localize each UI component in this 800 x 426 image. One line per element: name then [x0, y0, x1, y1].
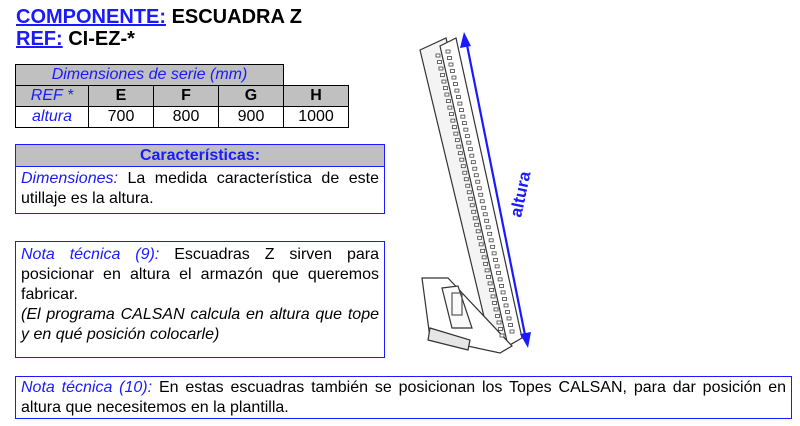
perforation-hole [443, 87, 447, 90]
perforation-hole [484, 262, 488, 265]
perforation-hole [479, 193, 483, 196]
ref-value: CI-EZ-* [68, 28, 135, 50]
perforation-hole [445, 93, 449, 96]
caracteristicas-text: La medida característica de este utillaje es la altura. [21, 170, 379, 207]
col-header-f: F [154, 86, 219, 107]
perforation-hole [457, 145, 461, 148]
perforation-hole [459, 109, 463, 112]
perforation-hole [446, 50, 450, 53]
nota-tecnica-9-body [16, 242, 384, 357]
perforation-hole [486, 226, 490, 229]
nota-tecnica-9-box [15, 241, 385, 358]
caracteristicas-box [15, 144, 385, 214]
perforation-hole [437, 61, 441, 64]
nota-tecnica-10-box [15, 376, 792, 419]
perforation-hole [449, 63, 453, 66]
perforation-hole [491, 245, 495, 248]
perforation-hole [447, 57, 451, 60]
perforation-hole [467, 141, 471, 144]
perforation-hole [461, 115, 465, 118]
perforation-hole [467, 191, 471, 194]
perforation-hole [453, 83, 457, 86]
perforation-hole [475, 223, 479, 226]
caracteristicas-body [16, 167, 384, 213]
componente-label: COMPONENTE: [16, 6, 166, 28]
perforation-hole [481, 249, 485, 252]
dimensions-title: Dimensiones de serie (mm) [16, 65, 284, 86]
perforation-hole [494, 308, 498, 311]
perforation-hole [499, 327, 503, 330]
perforation-hole [462, 122, 466, 125]
ref-heading [16, 28, 135, 50]
nota-9-text: Escuadras Z sirven para posicionar en altura el armazón que queremos fabricar. [21, 246, 379, 303]
perforation-hole [470, 204, 474, 207]
perforation-hole [485, 269, 489, 272]
perforation-hole [446, 100, 450, 103]
perforation-hole [488, 232, 492, 235]
perforation-hole [473, 167, 477, 170]
perforation-hole [500, 334, 504, 337]
perforation-hole [474, 174, 478, 177]
nota-9-lead: Nota técnica (9): [21, 246, 160, 263]
perforation-hole [450, 70, 454, 73]
perforation-hole [495, 265, 499, 268]
nota-tecnica-10-body [16, 377, 791, 418]
nota-9-italic: (El programa CALSAN calcula en altura que tope y en qué posición colocarle) [21, 306, 379, 343]
value-f: 800 [154, 107, 219, 128]
caracteristicas-title: Características: [16, 145, 384, 167]
perforation-hole [490, 288, 494, 291]
col-header-h: H [284, 86, 349, 107]
perforation-hole [451, 119, 455, 122]
perforation-hole [477, 187, 481, 190]
perforation-hole [473, 217, 477, 220]
perforation-hole [466, 184, 470, 187]
perforation-hole [464, 128, 468, 131]
caracteristicas-lead: Dimensiones: [21, 170, 118, 187]
col-header-g: G [219, 86, 284, 107]
perforation-hole [452, 126, 456, 129]
componente-value: ESCUADRA Z [171, 6, 302, 28]
nota-10-lead: Nota técnica (10): [21, 379, 153, 396]
perforation-hole [461, 165, 465, 168]
perforation-hole [507, 317, 511, 320]
component-heading [16, 6, 302, 28]
perforation-hole [478, 236, 482, 239]
nota-10-text: En estas escuadras también se posicionan los Topes CALSAN, para dar posición en altura que necesitemos en la plantilla. [21, 379, 787, 416]
perforation-hole [491, 295, 495, 298]
perforation-hole [485, 219, 489, 222]
value-e: 700 [89, 107, 154, 128]
perforation-hole [463, 171, 467, 174]
ref-label: REF: [16, 28, 63, 50]
perforation-hole [454, 132, 458, 135]
perforation-hole [482, 206, 486, 209]
escuadra-z-drawing [400, 28, 550, 366]
perforation-hole [494, 258, 498, 261]
perforation-hole [458, 152, 462, 155]
perforation-hole [488, 282, 492, 285]
perforation-hole [448, 106, 452, 109]
perforation-hole [480, 200, 484, 203]
perforation-hole [458, 102, 462, 105]
perforation-hole [460, 158, 464, 161]
perforation-hole [496, 314, 500, 317]
perforation-hole [465, 135, 469, 138]
perforation-hole [492, 252, 496, 255]
perforation-hole [442, 80, 446, 83]
perforation-hole [452, 76, 456, 79]
perforation-hole [468, 148, 472, 151]
perforation-hole [501, 291, 505, 294]
perforation-hole [464, 178, 468, 181]
perforation-hole [455, 139, 459, 142]
perforation-hole [504, 304, 508, 307]
dimensions-table [15, 64, 349, 128]
perforation-hole [455, 89, 459, 92]
perforation-hole [469, 197, 473, 200]
perforation-hole [493, 301, 497, 304]
perforation-hole [497, 271, 501, 274]
perforation-hole [476, 230, 480, 233]
perforation-hole [439, 67, 443, 70]
perforation-hole [479, 243, 483, 246]
perforation-hole [482, 256, 486, 259]
perforation-hole [472, 210, 476, 213]
value-h: 1000 [284, 107, 349, 128]
perforation-hole [506, 310, 510, 313]
perforation-hole [503, 297, 507, 300]
perforation-hole [489, 239, 493, 242]
perforation-hole [500, 284, 504, 287]
perforation-hole [449, 113, 453, 116]
col-header-e: E [89, 86, 154, 107]
perforation-hole [510, 330, 514, 333]
perforation-hole [471, 161, 475, 164]
perforation-hole [497, 321, 501, 324]
perforation-hole [483, 213, 487, 216]
perforation-hole [470, 154, 474, 157]
perforation-hole [498, 278, 502, 281]
perforation-hole [456, 96, 460, 99]
row-label-altura: altura [16, 107, 89, 128]
perforation-hole [509, 323, 513, 326]
perforation-hole [440, 74, 444, 77]
value-g: 900 [219, 107, 284, 128]
perforation-hole [436, 54, 440, 57]
perforation-hole [476, 180, 480, 183]
col-header-ref: REF * [16, 86, 89, 107]
altura-dimension-label: altura [506, 169, 535, 219]
perforation-hole [487, 275, 491, 278]
